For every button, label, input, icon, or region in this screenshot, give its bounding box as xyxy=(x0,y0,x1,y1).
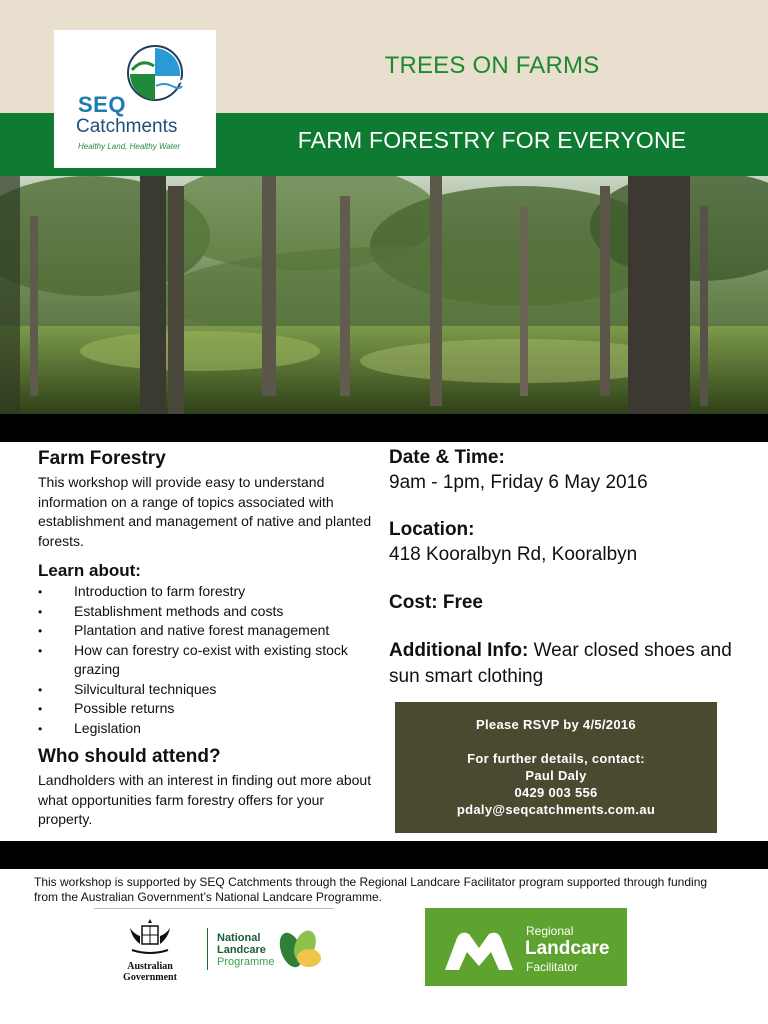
list-item: • Possible returns xyxy=(38,699,378,719)
national-landcare-programme-logo xyxy=(217,932,274,968)
seq-catchments-logo xyxy=(54,30,216,168)
cost-line xyxy=(389,590,759,616)
page-title: TREES ON FARMS xyxy=(384,52,600,79)
list-item: • Plantation and native forest management xyxy=(38,621,378,641)
logo-catchments-text: Catchments xyxy=(76,116,178,137)
page-subtitle: FARM FORESTRY FOR EVERYONE xyxy=(297,127,687,153)
location-value: 418 Kooralbyn Rd, Kooralbyn xyxy=(389,544,638,565)
footer-divider xyxy=(94,908,334,909)
cost-value: Free xyxy=(442,592,483,613)
contact-name: Paul Daly xyxy=(525,768,587,783)
rlf-line-1: Regional xyxy=(526,924,574,938)
learn-list xyxy=(38,582,378,738)
learn-heading: Learn about: xyxy=(38,561,141,580)
nlp-line-1: National xyxy=(217,932,261,944)
logo-tagline: Healthy Land, Healthy Water xyxy=(78,142,181,151)
rlf-line-2: Landcare xyxy=(525,938,610,959)
info-value: Wear closed shoes and sun smart clothing xyxy=(389,640,732,687)
additional-info xyxy=(389,638,759,690)
left-column xyxy=(38,448,378,830)
list-item: • Silvicultural techniques xyxy=(38,680,378,700)
logo-divider xyxy=(207,928,208,970)
location-label: Location: xyxy=(389,519,475,540)
list-item: • Legislation xyxy=(38,719,378,739)
australian-government-logo xyxy=(100,918,200,983)
leaf-icon xyxy=(275,928,325,972)
contact-label: For further details, contact: xyxy=(467,751,645,766)
date-label: Date & Time: xyxy=(389,447,505,468)
seq-catchments-emblem-icon xyxy=(126,44,184,102)
funding-note: This workshop is supported by SEQ Catchments through the Regional Landcare Facilitator program supported through funding from the Australian Government’s National Landcare Programme. xyxy=(34,875,708,904)
forest-photo xyxy=(0,176,768,414)
cost-label: Cost: xyxy=(389,592,438,613)
regional-landcare-facilitator-logo xyxy=(425,908,627,986)
divider-bar xyxy=(0,414,768,442)
list-item: • Introduction to farm forestry xyxy=(38,582,378,602)
rsvp-deadline: Please RSVP by 4/5/2016 xyxy=(476,717,636,732)
nlp-line-2: Landcare xyxy=(217,944,266,956)
logo-seq-text: SEQ xyxy=(78,92,126,117)
intro-body: This workshop will provide easy to understand information on a range of topics associated with establishment and management of native and planted forests. xyxy=(38,474,372,549)
australian-government-label: Australian Government xyxy=(123,961,177,983)
info-label: Additional Info: xyxy=(389,640,529,661)
intro-heading: Farm Forestry xyxy=(38,448,166,469)
who-heading: Who should attend? xyxy=(38,746,221,767)
date-value: 9am - 1pm, Friday 6 May 2016 xyxy=(389,472,648,493)
footer-bar xyxy=(0,841,768,869)
hands-icon xyxy=(439,918,519,976)
contact-email[interactable]: pdaly@seqcatchments.com.au xyxy=(456,802,656,817)
coat-of-arms-icon xyxy=(122,918,178,960)
rsvp-box xyxy=(395,702,717,833)
rlf-line-3: Facilitator xyxy=(526,960,579,974)
contact-phone: 0429 003 556 xyxy=(514,785,598,800)
nlp-line-3: Programme xyxy=(217,956,275,968)
list-item: • Establishment methods and costs xyxy=(38,602,378,622)
right-column xyxy=(389,446,759,690)
list-item: • How can forestry co-exist with existing stock grazing xyxy=(38,641,378,680)
who-body: Landholders with an interest in finding out more about what opportunities farm forestry offers for your property. xyxy=(38,772,372,827)
